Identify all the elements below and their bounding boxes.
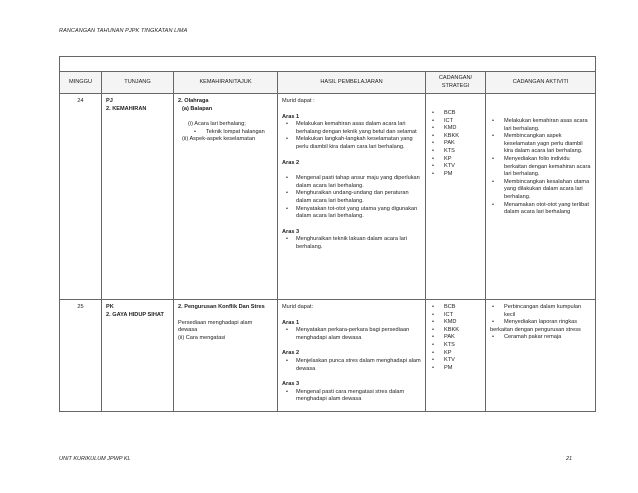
list-item: • PM — [430, 365, 481, 373]
hasil-cell: Murid dapat: Aras 1 • Menyatakan perkara-perkara bagi persediaan menghadapi alam dewasa Aras 2 • Menjelaskan punca stres dalam menghadapi alam dewasa Aras 3 • Mengenal pasti cara mengatasi stres dalam menghadapi alam dewasa — [278, 300, 426, 412]
list-item: • BCB — [430, 304, 481, 312]
minggu-cell: 24 — [60, 94, 102, 300]
list-item: • KBKK — [430, 327, 481, 335]
header-aktiviti: CADANGAN AKTIVITI — [486, 72, 596, 94]
list-item: • PAK — [430, 140, 481, 148]
list-item: • ICT — [430, 312, 481, 320]
hasil-cell: Murid dapat : Aras 1 • Melakukan kemahiran asas dalam acara lari berhalang dengan teknik yang betul dan selamat • Melakukan langkah-langkah keselamatan yang perlu diambil kira dalam cara lari berhalang. Aras 2 • Mengenal pasti tahap ansur maju yang diperlukan dalam acara lari berhalang. • Menghuraikan undang-undang dan peraturan dalam acara lari berhalang. • Menyatakan tot-otot yang utama yang digunakan dalam acara lari berhalang. Aras 3 • Menghuraikan teknik lakuan dalam acara lari berhalang. — [278, 94, 426, 300]
document-header: RANCANGAN TAHUNAN PJPK TINGKATAN LIMA — [59, 28, 188, 34]
list-item: • PM — [430, 171, 481, 179]
header-tunjang: TUNJANG — [102, 72, 174, 94]
list-item: • KTS — [430, 342, 481, 350]
table-header-row — [60, 72, 596, 94]
table-top-spacer-row — [60, 57, 596, 72]
aktiviti-cell: • Melakukan kemahiran asas acara lari berhalang. • Membincangkan aspek keselamatan yagn perlu diambil kira dalam acara lari berhalang. • Menyediakan folio individu berkaitan dengan kemahiran acara lari berhalang. • Membincangkan kesalahan utama yang dilakukan dalam acara lari berhalang. • Menamakan otot-otot yang terlibat dalam acara lari berhalang — [486, 94, 596, 300]
tajuk-cell: 2. Pengurusan Konflik Dan Stres Persediaan menghadapi alam dewasa (ii) Cara mengatasi — [174, 300, 278, 412]
list-item: • KP — [430, 156, 481, 164]
list-item: • ICT — [430, 118, 481, 126]
tunjang-cell: PK 2. GAYA HIDUP SIHAT — [102, 300, 174, 412]
list-item: • KP — [430, 350, 481, 358]
list-item: • PAK — [430, 334, 481, 342]
list-item: • KMD — [430, 319, 481, 327]
header-hasil: HASIL PEMBELAJARAN — [278, 72, 426, 94]
list-item: • KMD — [430, 125, 481, 133]
list-item: • KTS — [430, 148, 481, 156]
list-item: • KTV — [430, 163, 481, 171]
minggu-cell: 25 — [60, 300, 102, 412]
list-item: • KTV — [430, 357, 481, 365]
tunjang-cell: PJ 2. KEMAHIRAN — [102, 94, 174, 300]
document-footer: UNIT KURIKULUM JPWP KL — [59, 456, 131, 462]
strategi-list — [430, 304, 481, 372]
header-kemahiran: KEMAHIRAN/TAJUK — [174, 72, 278, 94]
strategi-cell — [426, 300, 486, 412]
page-number: 21 — [566, 456, 573, 462]
list-item: • KBKK — [430, 133, 481, 141]
aktiviti-cell: • Perbincangan dalam kumpulan kecil • Menyediakan laporan ringkas berkaitan dengan pengurusan stress • Ceramah pakar remaja — [486, 300, 596, 412]
header-minggu: MINGGU — [60, 72, 102, 94]
strategi-list — [430, 110, 481, 178]
lesson-plan-table — [59, 56, 596, 412]
header-strategi: CADANGAN/ STRATEGI — [426, 72, 486, 94]
tajuk-cell: 2. Olahraga (a) Balapan (i) Acara lari berhalang; • Teknik lompat halangan (ii) Aspek-aspek keselamatan — [174, 94, 278, 300]
table-row — [60, 300, 596, 412]
strategi-cell — [426, 94, 486, 300]
list-item: • BCB — [430, 110, 481, 118]
table-row — [60, 94, 596, 300]
